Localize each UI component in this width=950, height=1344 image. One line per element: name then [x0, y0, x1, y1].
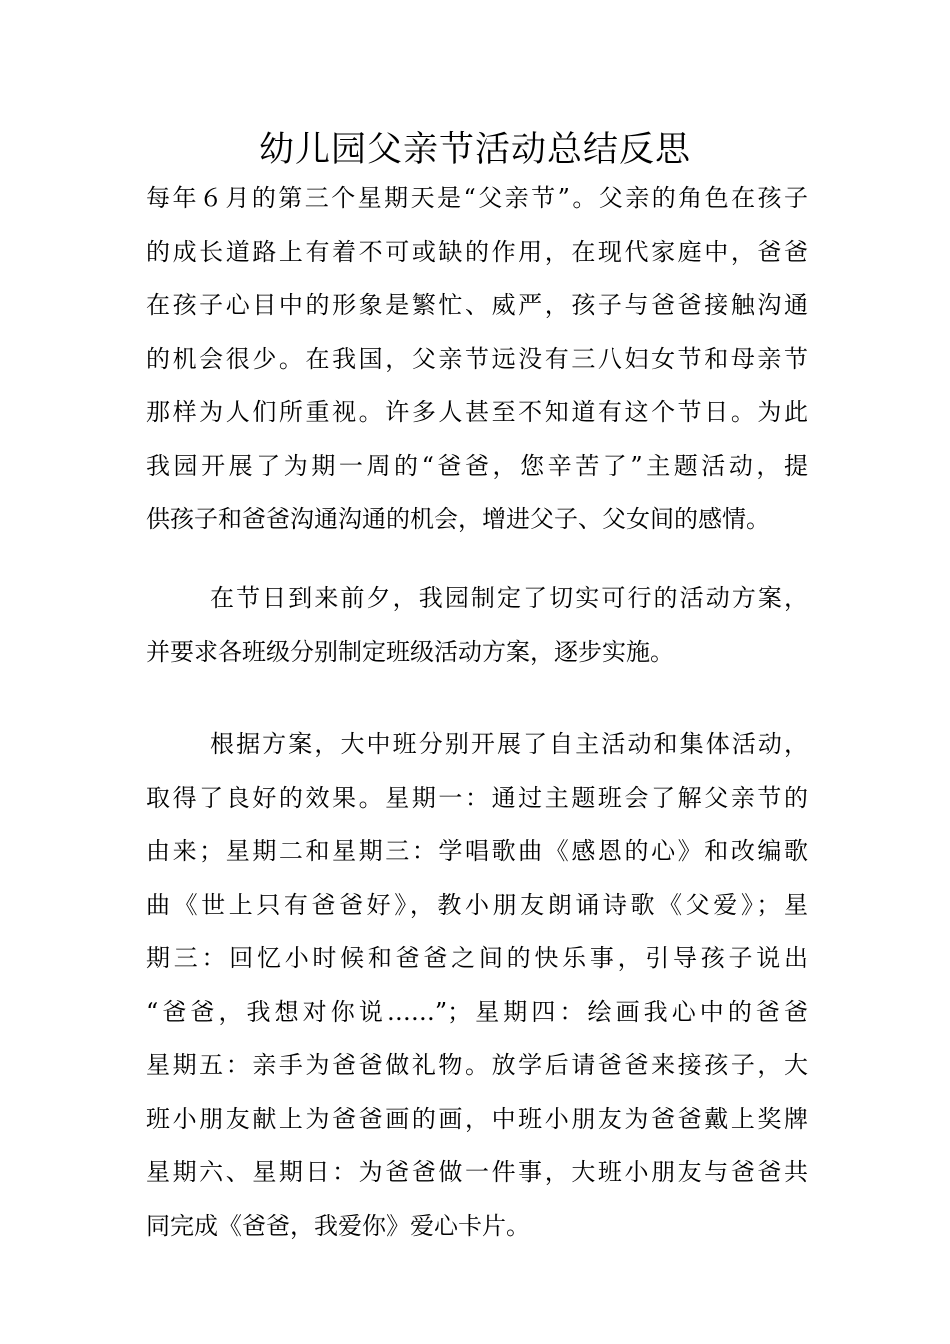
text-line: 在孩子心目中的形象是繁忙、威严，孩子与爸爸接触沟通 [146, 291, 808, 319]
text-line: 我园开展了为期一周的“爸爸，您辛苦了”主题活动，提 [146, 451, 808, 480]
text-line: 并要求各班级分别制定班级活动方案，逐步实施。 [146, 637, 674, 666]
text-line: 那样为人们所重视。许多人甚至不知道有这个节日。为此 [146, 398, 808, 426]
text-line: 同完成《爸爸，我爱你》爱心卡片。 [146, 1211, 530, 1240]
text-line: 根据方案，大中班分别开展了自主活动和集体活动， [210, 730, 808, 758]
text-line: 曲《世上只有爸爸好》，教小朋友朗诵诗歌《父爱》；星 [146, 890, 808, 919]
text-line: 的机会很少。在我国，父亲节远没有三八妇女节和母亲节 [146, 344, 808, 373]
document-title: 幼儿园父亲节活动总结反思 [258, 130, 691, 170]
paragraph-activities [146, 718, 808, 1253]
text-line: 取得了良好的效果。星期一：通过主题班会了解父亲节的 [146, 783, 808, 812]
text-line: 星期六、星期日：为爸爸做一件事，大班小朋友与爸爸共 [146, 1158, 808, 1186]
text-line: “爸爸，我想对你说……”；星期四：绘画我心中的爸爸 [146, 997, 808, 1026]
text-line: 班小朋友献上为爸爸画的画，中班小朋友为爸爸戴上奖牌 [146, 1104, 808, 1133]
text-line: 供孩子和爸爸沟通沟通的机会，增进父子、父女间的感情。 [146, 505, 770, 533]
text-line: 星期五：亲手为爸爸做礼物。放学后请爸爸来接孩子，大 [146, 1051, 808, 1079]
text-line: 的成长道路上有着不可或缺的作用，在现代家庭中，爸爸 [146, 237, 808, 266]
text-line: 每年６月的第三个星期天是“父亲节”。父亲的角色在孩子 [146, 184, 808, 212]
text-line: 期三：回忆小时候和爸爸之间的快乐事，引导孩子说出 [146, 944, 808, 972]
paragraph-intro [146, 172, 808, 547]
text-line: 在节日到来前夕，我园制定了切实可行的活动方案， [210, 584, 808, 612]
text-line: 由来；星期二和星期三：学唱歌曲《感恩的心》和改编歌 [146, 837, 808, 865]
paragraph-plan [146, 572, 808, 679]
